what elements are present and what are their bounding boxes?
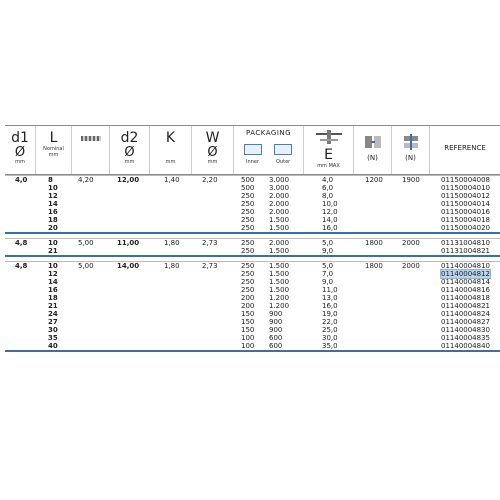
inner-qty-cell: 250 <box>241 200 255 208</box>
reference-cell[interactable]: 01131004810 <box>441 239 490 247</box>
d2-cell: 12,00 <box>117 176 140 184</box>
inner-qty-cell: 200 <box>241 294 255 302</box>
tensile-unit: (N) <box>405 154 416 162</box>
outer-qty-cell: 1.200 <box>269 294 290 302</box>
d1-label: d1 <box>11 130 29 146</box>
outer-qty-cell: 2.000 <box>269 192 290 200</box>
length-cell: 20 <box>48 224 58 232</box>
inner-qty-cell: 250 <box>241 224 255 232</box>
outer-qty-cell: 600 <box>269 334 283 342</box>
shear-cell: 1800 <box>365 239 383 247</box>
reference-cell[interactable]: 01150004014 <box>441 200 490 208</box>
col-L <box>35 126 71 174</box>
table-row[interactable] <box>5 224 500 232</box>
table-header <box>5 125 500 175</box>
d1-cell: 4,0 <box>15 176 28 184</box>
table-row[interactable] <box>5 184 500 192</box>
grip-cell: 9,0 <box>322 247 334 255</box>
length-cell: 30 <box>48 326 58 334</box>
tensile-cell: 2000 <box>402 262 420 270</box>
inner-qty-cell: 100 <box>241 342 255 350</box>
grip-cell: 11,0 <box>322 286 338 294</box>
K-cell: 1,80 <box>164 239 180 247</box>
inner-qty-cell: 250 <box>241 192 255 200</box>
outer-qty-cell: 900 <box>269 326 283 334</box>
reference-cell[interactable]: 01140004812 <box>441 270 490 278</box>
table-row[interactable] <box>5 200 500 208</box>
outer-qty-cell: 2.000 <box>269 200 290 208</box>
length-cell: 12 <box>48 270 58 278</box>
col-d1 <box>5 126 35 174</box>
K-label: K <box>165 130 176 146</box>
K-cell: 1,80 <box>164 262 180 270</box>
drill-bit-icon <box>81 136 101 141</box>
grip-cell: 13,0 <box>322 294 338 302</box>
inner-label: Inner <box>246 159 259 165</box>
inner-qty-cell: 100 <box>241 334 255 342</box>
grip-cell: 16,0 <box>322 302 338 310</box>
row-group <box>5 238 500 257</box>
inner-qty-cell: 250 <box>241 286 255 294</box>
table-row[interactable] <box>5 302 500 310</box>
d1-cell: 4,8 <box>15 239 28 247</box>
length-cell: 10 <box>48 184 58 192</box>
length-cell: 14 <box>48 200 58 208</box>
drill-diameter-cell: 4,20 <box>78 176 94 184</box>
grip-cell: 30,0 <box>322 334 338 342</box>
diameter-symbol: Ø <box>124 145 135 160</box>
table-row[interactable] <box>5 310 500 318</box>
grip-cell: 5,0 <box>322 239 334 247</box>
L-unit: mm <box>48 152 59 158</box>
reference-cell[interactable]: 01140004835 <box>441 334 490 342</box>
packaging-label: PACKAGING <box>245 129 292 137</box>
inner-qty-cell: 150 <box>241 310 255 318</box>
inner-qty-cell: 200 <box>241 302 255 310</box>
col-reference <box>429 126 500 174</box>
tensile-cell: 1900 <box>402 176 420 184</box>
outer-box-icon <box>274 144 292 155</box>
table-row[interactable] <box>5 238 500 247</box>
grip-cell: 35,0 <box>322 342 338 350</box>
length-cell: 21 <box>48 302 58 310</box>
grip-cell: 22,0 <box>322 318 338 326</box>
reference-cell[interactable]: 01140004821 <box>441 302 490 310</box>
inner-qty-cell: 500 <box>241 176 255 184</box>
table-row[interactable] <box>5 326 500 334</box>
grip-cell: 19,0 <box>322 310 338 318</box>
reference-cell[interactable]: 01150004020 <box>441 224 490 232</box>
outer-qty-cell: 1.500 <box>269 262 290 270</box>
d2-cell: 11,00 <box>117 239 140 247</box>
drill-diameter-cell: 5,00 <box>78 262 94 270</box>
col-d2 <box>109 126 149 174</box>
length-cell: 10 <box>48 239 58 247</box>
table-row[interactable] <box>5 342 500 350</box>
K-unit: mm <box>165 159 176 165</box>
grip-cell: 4,0 <box>322 176 334 184</box>
table-row[interactable] <box>5 247 500 255</box>
row-group <box>5 175 500 234</box>
grip-cell: 16,0 <box>322 224 338 232</box>
table-row[interactable] <box>5 208 500 216</box>
grip-cell: 10,0 <box>322 200 338 208</box>
outer-qty-cell: 1.500 <box>269 216 290 224</box>
reference-cell[interactable]: 01140004816 <box>441 286 490 294</box>
grip-cell: 6,0 <box>322 184 334 192</box>
inner-qty-cell: 250 <box>241 247 255 255</box>
col-W <box>191 126 233 174</box>
length-cell: 12 <box>48 192 58 200</box>
grip-cell: 7,0 <box>322 270 334 278</box>
K-cell: 1,40 <box>164 176 180 184</box>
grip-cell: 8,0 <box>322 192 334 200</box>
outer-qty-cell: 600 <box>269 342 283 350</box>
col-E <box>303 126 353 174</box>
table-row[interactable] <box>5 216 500 224</box>
length-cell: 16 <box>48 208 58 216</box>
col-packaging <box>233 126 303 174</box>
length-cell: 35 <box>48 334 58 342</box>
shear-force-icon <box>363 134 383 150</box>
length-cell: 27 <box>48 318 58 326</box>
reference-cell[interactable]: 01131004821 <box>441 247 490 255</box>
d2-cell: 14,00 <box>117 262 140 270</box>
tensile-cell: 2000 <box>402 239 420 247</box>
grip-cell: 9,0 <box>322 278 334 286</box>
W-cell: 2,20 <box>202 176 218 184</box>
E-label: E <box>324 147 333 163</box>
col-tensile <box>391 126 429 174</box>
diameter-symbol: Ø <box>207 145 218 160</box>
grip-cell: 25,0 <box>322 326 338 334</box>
reference-cell[interactable]: 01140004827 <box>441 318 490 326</box>
shear-cell: 1200 <box>365 176 383 184</box>
reference-label: REFERENCE <box>444 144 486 152</box>
outer-qty-cell: 1.500 <box>269 224 290 232</box>
length-cell: 14 <box>48 278 58 286</box>
inner-qty-cell: 250 <box>241 262 255 270</box>
table-row[interactable] <box>5 286 500 294</box>
reference-cell[interactable]: 01140004840 <box>441 342 490 350</box>
drill-diameter-cell: 5,00 <box>78 239 94 247</box>
length-cell: 21 <box>48 247 58 255</box>
reference-cell[interactable]: 01150004008 <box>441 176 490 184</box>
inner-qty-cell: 500 <box>241 184 255 192</box>
length-cell: 10 <box>48 262 58 270</box>
tensile-force-icon <box>401 134 421 150</box>
shear-unit: (N) <box>367 154 378 162</box>
reference-cell[interactable]: 01140004810 <box>441 262 490 270</box>
inner-qty-cell: 250 <box>241 239 255 247</box>
inner-qty-cell: 250 <box>241 216 255 224</box>
table-row[interactable] <box>5 175 500 184</box>
W-unit: mm <box>207 159 218 165</box>
grip-cell: 12,0 <box>322 208 338 216</box>
col-K <box>149 126 191 174</box>
outer-qty-cell: 2.000 <box>269 239 290 247</box>
outer-qty-cell: 1.500 <box>269 270 290 278</box>
table-body <box>5 175 500 352</box>
grip-range-icon <box>314 130 344 144</box>
outer-qty-cell: 900 <box>269 318 283 326</box>
L-sub: Nominal <box>43 146 64 152</box>
table-row[interactable] <box>5 270 500 278</box>
reference-cell[interactable]: 01150004010 <box>441 184 490 192</box>
inner-qty-cell: 150 <box>241 326 255 334</box>
length-cell: 24 <box>48 310 58 318</box>
outer-qty-cell: 3.000 <box>269 176 290 184</box>
d2-unit: mm <box>124 159 135 165</box>
outer-qty-cell: 900 <box>269 310 283 318</box>
inner-qty-cell: 250 <box>241 270 255 278</box>
reference-cell[interactable]: 01150004016 <box>441 208 490 216</box>
length-cell: 40 <box>48 342 58 350</box>
diameter-symbol: Ø <box>14 145 26 160</box>
table-row[interactable] <box>5 318 500 326</box>
L-label: L <box>49 130 58 146</box>
outer-qty-cell: 1.500 <box>269 286 290 294</box>
reference-cell[interactable]: 01150004012 <box>441 192 490 200</box>
length-cell: 16 <box>48 286 58 294</box>
grip-cell: 14,0 <box>322 216 338 224</box>
outer-qty-cell: 3.000 <box>269 184 290 192</box>
outer-label: Outer <box>276 159 291 165</box>
length-cell: 18 <box>48 216 58 224</box>
inner-box-icon <box>244 144 262 155</box>
rivet-spec-table <box>5 125 500 352</box>
table-row[interactable] <box>5 278 500 286</box>
W-cell: 2,73 <box>202 262 218 270</box>
row-group <box>5 261 500 352</box>
table-row[interactable] <box>5 334 500 342</box>
reference-cell[interactable]: 01140004814 <box>441 278 490 286</box>
table-row[interactable] <box>5 294 500 302</box>
E-unit: mm MAX <box>317 163 340 169</box>
grip-cell: 5,0 <box>322 262 334 270</box>
table-row[interactable] <box>5 261 500 270</box>
reference-cell[interactable]: 01150004018 <box>441 216 490 224</box>
table-row[interactable] <box>5 192 500 200</box>
inner-qty-cell: 150 <box>241 318 255 326</box>
length-cell: 18 <box>48 294 58 302</box>
reference-cell[interactable]: 01140004824 <box>441 310 490 318</box>
inner-qty-cell: 250 <box>241 208 255 216</box>
outer-qty-cell: 1.500 <box>269 247 290 255</box>
reference-cell[interactable]: 01140004818 <box>441 294 490 302</box>
outer-qty-cell: 1.500 <box>269 278 290 286</box>
inner-qty-cell: 250 <box>241 278 255 286</box>
shear-cell: 1800 <box>365 262 383 270</box>
d1-cell: 4,8 <box>15 262 28 270</box>
length-cell: 8 <box>48 176 53 184</box>
outer-qty-cell: 1.200 <box>269 302 290 310</box>
W-cell: 2,73 <box>202 239 218 247</box>
outer-qty-cell: 2.000 <box>269 208 290 216</box>
d2-label: d2 <box>120 130 139 146</box>
d1-unit: mm <box>15 159 25 165</box>
col-tool-icon <box>71 126 109 174</box>
W-label: W <box>205 130 220 146</box>
reference-cell[interactable]: 01140004830 <box>441 326 490 334</box>
col-shear <box>353 126 391 174</box>
